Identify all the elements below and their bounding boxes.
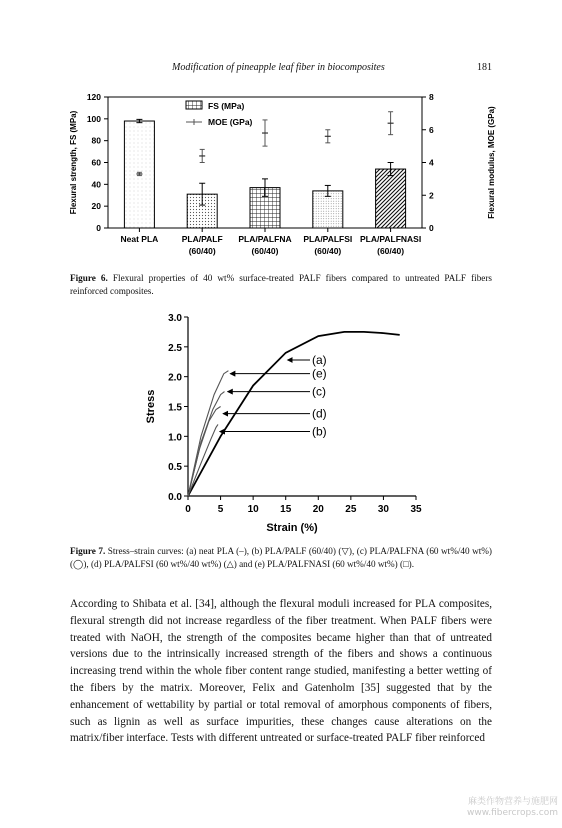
figure7-caption bbox=[70, 545, 492, 570]
figure6-caption bbox=[70, 272, 492, 297]
figure6-svg bbox=[60, 85, 510, 270]
annotation-label: (b) bbox=[312, 424, 327, 439]
figure7-caption-text: Stress–strain curves: (a) neat PLA (–), (b) PLA/PALF (60/40) (▽), (c) PLA/PALFNA (60 wt%/40 wt%) (◯), (d) PLA/PALFSI (60 wt%/40 wt%) (△) and (e) PLA/PALFNASI (60 wt%/40 wt%) (□). bbox=[70, 546, 492, 569]
figure6-caption-text: Flexural properties of 40 wt% surface-treated PALF fibers compared to untreated PALF fibers reinforced composites. bbox=[70, 273, 492, 296]
category-label: PLA/PALFSI bbox=[303, 234, 353, 244]
y-tick-label: 3.0 bbox=[168, 313, 182, 324]
x-tick-label: 35 bbox=[410, 504, 422, 515]
legend-label-moe: MOE (GPa) bbox=[208, 117, 253, 127]
annotation-label: (d) bbox=[312, 406, 327, 421]
y-tick-label: 0 bbox=[96, 223, 101, 233]
figure7-chart bbox=[140, 305, 440, 545]
legend-swatch-fs bbox=[186, 101, 202, 109]
y-tick-label: 0.0 bbox=[168, 492, 182, 503]
body-text bbox=[70, 596, 492, 747]
fs-bar bbox=[376, 169, 406, 228]
y2-tick-label: 6 bbox=[429, 124, 434, 135]
category-label: (60/40) bbox=[251, 246, 279, 256]
x-axis-label: Strain (%) bbox=[266, 522, 318, 534]
x-tick-label: 0 bbox=[185, 504, 191, 515]
watermark-line2: www.fibercrops.com bbox=[467, 808, 558, 818]
figure7-caption-label: Figure 7. bbox=[70, 546, 106, 556]
x-tick-label: 10 bbox=[247, 504, 259, 515]
category-label: PLA/PALF bbox=[181, 234, 223, 244]
y-tick-label: 0.5 bbox=[168, 462, 182, 474]
y-axis-label: Stress bbox=[145, 389, 157, 424]
y-axis-label: Flexural strength, FS (MPa) bbox=[69, 110, 78, 215]
category-label: (60/40) bbox=[314, 246, 342, 256]
x-tick-label: 15 bbox=[280, 504, 292, 515]
y-tick-label: 1.5 bbox=[168, 402, 182, 414]
y2-tick-label: 2 bbox=[429, 190, 434, 201]
y2-tick-label: 4 bbox=[429, 157, 434, 168]
figure7-svg bbox=[140, 305, 440, 540]
y-tick-label: 40 bbox=[91, 179, 101, 190]
x-tick-label: 25 bbox=[345, 504, 357, 515]
y-tick-label: 2.0 bbox=[168, 372, 182, 384]
x-tick-label: 5 bbox=[217, 504, 224, 515]
annotation-label: (c) bbox=[312, 384, 326, 399]
y-tick-label: 2.5 bbox=[168, 342, 182, 354]
category-label: (60/40) bbox=[188, 246, 216, 256]
running-title: Modification of pineapple leaf fiber in biocomposites bbox=[172, 62, 385, 73]
watermark bbox=[438, 797, 558, 819]
page-number: 181 bbox=[477, 62, 492, 73]
legend-label-fs: FS (MPa) bbox=[208, 101, 245, 111]
y-tick-label: 20 bbox=[91, 201, 101, 212]
y-tick-label: 100 bbox=[86, 113, 101, 124]
watermark-line1: 麻类作物营养与施肥网 bbox=[467, 797, 558, 807]
category-label: Neat PLA bbox=[120, 234, 159, 244]
y2-tick-label: 0 bbox=[429, 223, 434, 233]
figure6-caption-label: Figure 6. bbox=[70, 273, 108, 283]
y-tick-label: 80 bbox=[91, 135, 101, 146]
y2-tick-label: 8 bbox=[429, 92, 434, 102]
y-tick-label: 1.0 bbox=[168, 432, 182, 444]
annotation-label: (e) bbox=[312, 366, 327, 381]
y-tick-label: 120 bbox=[86, 92, 101, 102]
figure6-chart bbox=[60, 85, 510, 275]
x-tick-label: 30 bbox=[377, 504, 389, 515]
category-label: PLA/PALFNA bbox=[238, 234, 292, 244]
annotation-label: (a) bbox=[312, 352, 327, 367]
x-tick-label: 20 bbox=[312, 504, 324, 515]
category-label: PLA/PALFNASI bbox=[359, 234, 422, 244]
y-tick-label: 60 bbox=[91, 157, 101, 168]
category-label: (60/40) bbox=[377, 246, 405, 256]
y2-axis-label: Flexural modulus, MOE (GPa) bbox=[487, 106, 496, 219]
body-paragraph: According to Shibata et al. [34], although the flexural moduli increased for PLA composites, flexural strength did not increase regardless of the fiber treatment. When PALF fibers were treated with NaOH, the strength of the composites became higher than that of untreated versions due to the intrinsically increased strength of the fibers and shows a continuous increasing trend within the whole fiber content range studied, manifesting a better wetting of the fibers by the matrix. Moreover, Felix and Gatenholm [35] suggested that by the enhancement of wettability by partial or total removal of amorphous components of fibers, such as lignin as well as surface impurities, these changes cause alterations on the matrix/fiber interface. Tests with different untreated or surface-treated PALF fiber reinforced bbox=[70, 598, 492, 745]
